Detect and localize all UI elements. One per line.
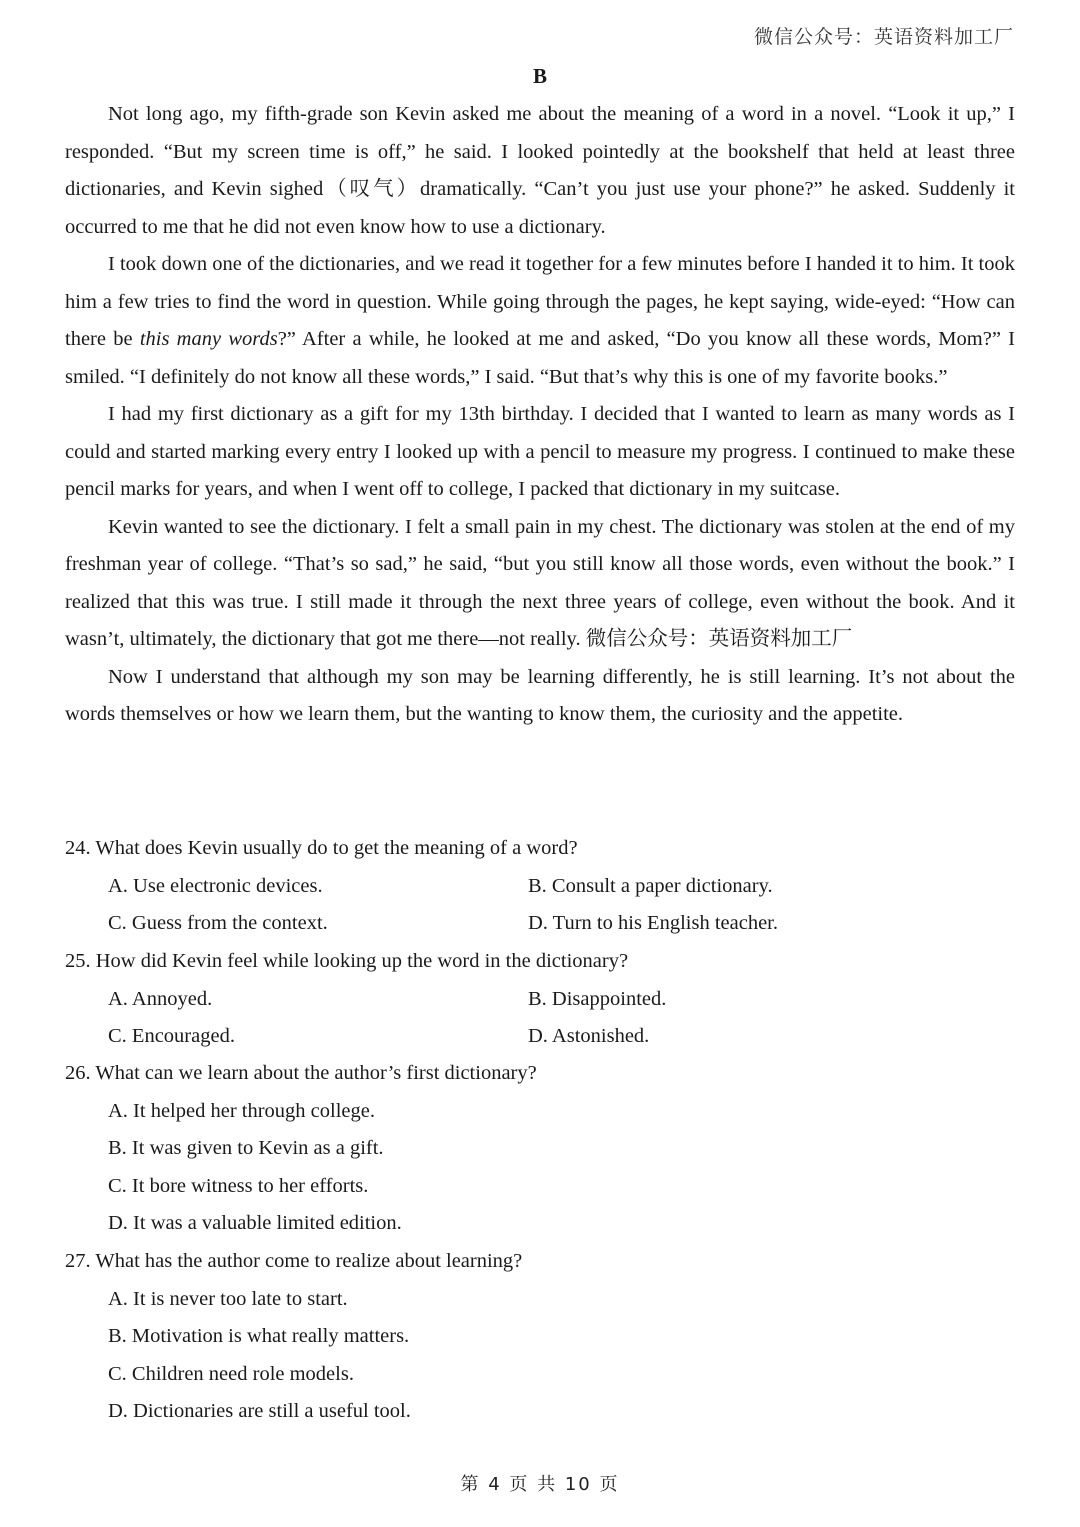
passage-paragraph-3: I had my first dictionary as a gift for my 13th birthday. I decided that I wanted to learn as many words as I could and started marking every entry I looked up with a pencil to measure my progress. I continued to make these pencil marks for years, and when I went off to college, I packed that dictionary in my suitcase. <box>65 403 1015 500</box>
option-b: B. Consult a paper dictionary. <box>528 874 773 897</box>
question-stem: 26. What can we learn about the author’s first dictionary? <box>65 1062 537 1084</box>
option-c: C. Guess from the context. <box>108 912 328 934</box>
option-c: C. Children need role models. <box>108 1362 354 1385</box>
reading-passage <box>65 96 1015 734</box>
option-a: A. Annoyed. <box>108 987 213 1010</box>
option-c: C. It bore witness to her efforts. <box>108 1174 369 1197</box>
passage-paragraph-2 <box>65 246 1015 396</box>
question-26 <box>65 1055 1015 1243</box>
option-b: B. Motivation is what really matters. <box>108 1325 410 1347</box>
page-number-footer: 第 4 页 共 10 页 <box>460 1474 620 1495</box>
question-stem: 25. How did Kevin feel while looking up the word in the dictionary? <box>65 950 629 972</box>
question-stem: 27. What has the author come to realize about learning? <box>65 1250 523 1272</box>
option-a: A. Use electronic devices. <box>108 874 323 897</box>
option-c: C. Encouraged. <box>108 1025 235 1047</box>
option-d: D. Turn to his English teacher. <box>528 912 778 934</box>
option-a: A. It helped her through college. <box>108 1099 375 1122</box>
paragraph-2-text-a: I took down one of the dictionaries, and we read it together for a few minutes before I handed it to him. It took him a few tries to find the word in question. While going through the pages, he kept saying, wide-eyed: “How can there be <box>65 253 1015 350</box>
header-watermark: 微信公众号：英语资料加工厂 <box>753 26 1014 48</box>
passage-paragraph-5: Now I understand that although my son may be learning differently, he is still learning. It’s not about the words themselves or how we learn them, but the wanting to know them, the curiosity and the appetite. <box>65 665 1015 725</box>
option-d: D. It was a valuable limited edition. <box>108 1212 402 1234</box>
passage-paragraph-4: Kevin wanted to see the dictionary. I felt a small pain in my chest. The dictionary was stolen at the end of my freshman year of college. “That’s so sad,” he said, “but you still know all those words, even without the book.” I realized that this was true. I still made it through the next three years of college, even without the book. And it wasn’t, ultimately, the dictionary that got me there—not really. 微信公众号：英语资料加工厂 <box>65 515 1015 650</box>
question-27 <box>65 1243 1015 1431</box>
paragraph-2-text-b: ?” After a while, he looked at me and asked, “Do you know all these words, Mom?” I smiled. “I definitely do not know all these words,” I said. “But that’s why this is one of my favorite books.” <box>65 328 1015 388</box>
option-a: A. It is never too late to start. <box>108 1287 348 1310</box>
question-stem: 24. What does Kevin usually do to get the meaning of a word? <box>65 837 578 859</box>
question-24 <box>65 830 1015 943</box>
option-d: D. Astonished. <box>528 1025 650 1047</box>
passage-paragraph-1: Not long ago, my fifth-grade son Kevin asked me about the meaning of a word in a novel. “Look it up,” I responded. “But my screen time is off,” he said. I looked pointedly at the bookshelf that held at least three dictionaries, and Kevin sighed（叹气）dramatically. “Can’t you just use your phone?” he asked. Suddenly it occurred to me that he did not even know how to use a dictionary. <box>65 103 1015 238</box>
option-d: D. Dictionaries are still a useful tool. <box>108 1400 411 1422</box>
section-title: B <box>532 64 547 88</box>
paragraph-2-emphasis: this many words <box>139 328 278 350</box>
option-b: B. It was given to Kevin as a gift. <box>108 1137 384 1159</box>
question-25 <box>65 943 1015 1056</box>
option-b: B. Disappointed. <box>528 987 667 1010</box>
